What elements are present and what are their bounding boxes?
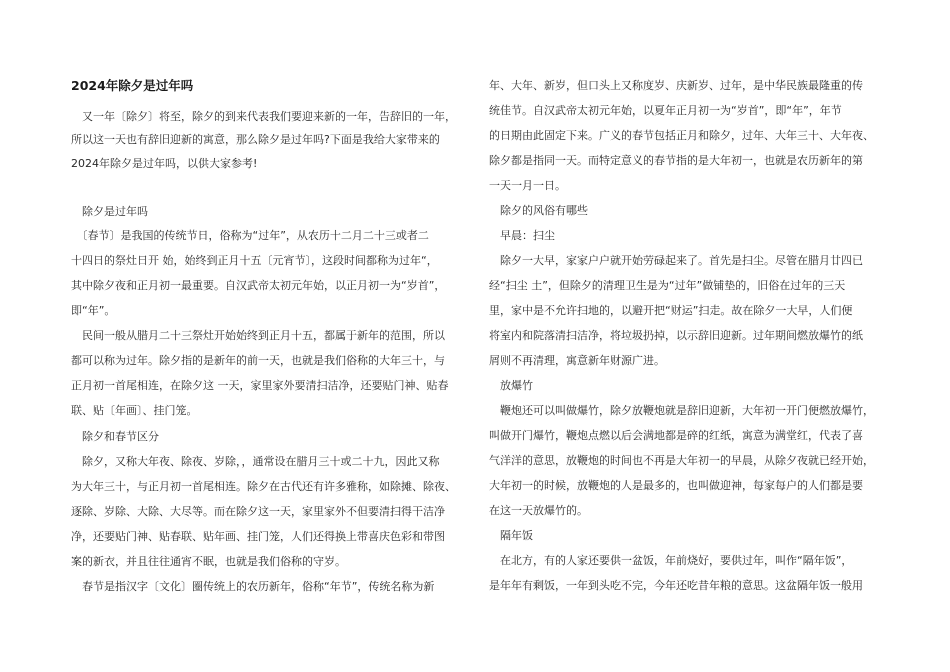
text-line: 的日期由此固定下来。广义的春节包括正月和除夕，过年、大年三十、大年夜、 — [489, 129, 874, 142]
text-line: 联、贴〔年画〕、挂门笼。 — [71, 404, 198, 417]
text-line: 逐除、岁除、大除、大尽等。而在除夕这一天，家里家外不但要清扫得干洁净 — [71, 505, 445, 518]
text-line: 气洋洋的意思，放鞭炮的时间也不再是大年初一的早晨，从除夕夜就已经开始， — [489, 454, 874, 467]
text-line: 都可以称为过年。除夕指的是新年的前一天，也就是我们俗称的大年三十，与 — [71, 354, 445, 367]
text-line: 其中除夕夜和正月初一最重要。自汉武帝太初元年始，以正月初一为“岁首”， — [71, 279, 446, 292]
text-line: 民间一般从腊月二十三祭灶开始始终到正月十五，都属于新年的范围，所以 — [71, 329, 445, 342]
text-line: 除夕的风俗有哪些 — [489, 204, 588, 217]
text-line: 除夕是过年吗 — [71, 205, 148, 218]
text-line: 2024年除夕是过年吗，以供大家参考! — [71, 157, 258, 170]
text-line: 将室内和院落清扫洁净，将垃圾扔掉，以示辞旧迎新。过年期间燃放爆竹的纸 — [489, 329, 863, 342]
text-line: 所以这一天也有辞旧迎新的寓意，那么除夕是过年吗?下面是我给大家带来的 — [71, 133, 440, 146]
text-line: 在北方，有的人家还要供一盆饭，年前烧好，要供过年，叫作“隔年饭”， — [489, 554, 853, 567]
text-line: 统佳节。自汉武帝太初元年始，以夏年正月初一为“岁首”，即“年”，年节 — [489, 104, 842, 117]
document-title: 2024年除夕是过年吗 — [71, 78, 194, 93]
text-line: 一天一月一日。 — [489, 179, 566, 192]
text-line: 在这一天放爆竹的。 — [489, 504, 588, 517]
text-line: 春节是指汉字〔文化〕圈传统上的农历新年，俗称“年节”，传统名称为新 — [71, 580, 435, 593]
text-line: 〔春节〕是我国的传统节日，俗称为“过年”，从农历十二月二十三或者二 — [71, 229, 429, 242]
text-line: 十四日的祭灶日开 始，始终到正月十五〔元宵节〕，这段时间都称为过年“， — [71, 254, 438, 267]
text-line: 正月初一首尾相连，在除夕这 一天，家里家外要清扫洁净，还要贴门神、贴春 — [71, 379, 449, 392]
text-line: 又一年〔除夕〕将至，除夕的到来代表我们要迎来新的一年，告辞旧的一年， — [71, 110, 456, 123]
text-line: 除夕，又称大年夜、除夜、岁除，，通常设在腊月三十或二十九，因此又称 — [71, 455, 440, 468]
text-line: 除夕都是指同一天。而特定意义的春节指的是大年初一，也就是农历新年的第 — [489, 154, 863, 167]
text-line: 为大年三十，与正月初一首尾相连。除夕在古代还有许多雅称，如除摊、除夜、 — [71, 480, 456, 493]
text-line: 鞭炮还可以叫做爆竹，除夕放鞭炮就是辞旧迎新，大年初一开门便燃放爆竹， — [489, 404, 874, 417]
text-line: 大年初一的时候，放鞭炮的人是最多的，也叫做迎神，每家每户的人们都是要 — [489, 479, 863, 492]
text-line: 除夕一大早，家家户户就开始劳碌起来了。首先是扫尘。尽管在腊月廿四已 — [489, 254, 863, 267]
text-line: 早晨：扫尘 — [489, 229, 555, 242]
text-line: 净，还要贴门神、贴春联、贴年画、挂门笼，人们还得换上带喜庆色彩和带图 — [71, 530, 445, 543]
text-line: 隔年饭 — [489, 529, 533, 542]
text-line: 年、大年、新岁，但口头上又称度岁、庆新岁、过年，是中华民族最隆重的传 — [489, 79, 863, 92]
text-line: 里，家中是不允许扫地的，以避开把“财运”扫走。故在除夕一大早，人们便 — [489, 304, 853, 317]
text-line: 屑则不再清理，寓意新年财源广进。 — [489, 354, 665, 367]
text-line: 叫做开门爆竹，鞭炮点燃以后会满地都是碎的红纸，寓意为满堂红，代表了喜 — [489, 429, 863, 442]
text-line: 即“年”。 — [71, 304, 116, 317]
text-line: 案的新衣，并且往往通宵不眠，也就是我们俗称的守岁。 — [71, 555, 346, 568]
text-line: 除夕和春节区分 — [71, 430, 159, 443]
text-line: 经“扫尘 土”，但除夕的清理卫生是为“过年”做铺垫的，旧俗在过年的三天 — [489, 279, 846, 292]
text-line: 放爆竹 — [489, 379, 533, 392]
text-line: 是年年有剩饭，一年到头吃不完，今年还吃昔年粮的意思。这盆隔年饭一般用 — [489, 579, 863, 592]
